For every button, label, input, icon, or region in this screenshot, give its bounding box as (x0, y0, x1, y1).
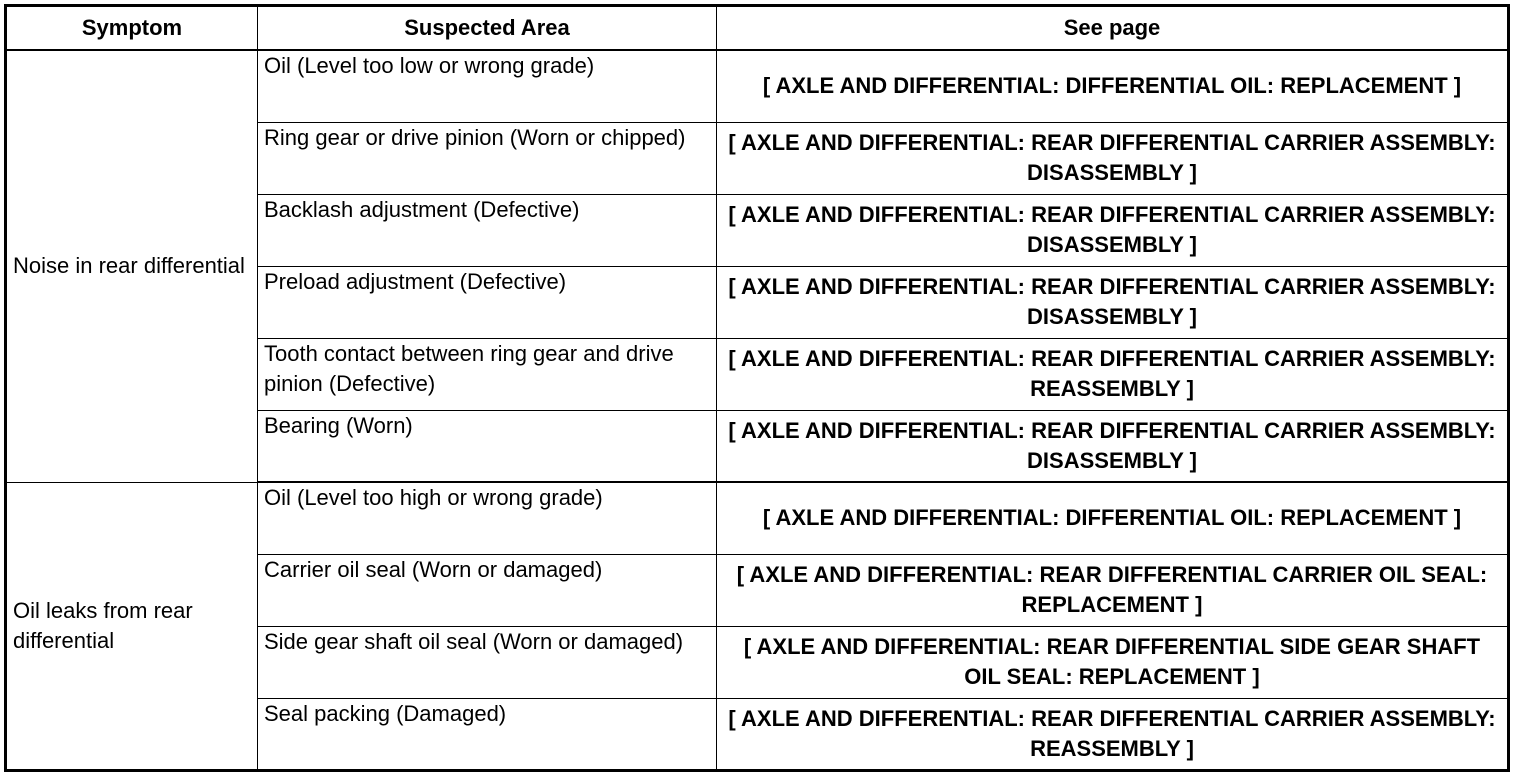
header-symptom: Symptom (6, 6, 258, 51)
header-see-page: See page (717, 6, 1509, 51)
suspected-area-cell: Ring gear or drive pinion (Worn or chipped) (258, 122, 717, 194)
suspected-area-cell: Backlash adjustment (Defective) (258, 194, 717, 266)
see-page-link[interactable]: [ AXLE AND DIFFERENTIAL: REAR DIFFERENTIAL CARRIER ASSEMBLY: DISASSEMBLY ] (717, 122, 1509, 194)
see-page-link[interactable]: [ AXLE AND DIFFERENTIAL: REAR DIFFERENTIAL CARRIER ASSEMBLY: DISASSEMBLY ] (717, 410, 1509, 482)
see-page-link[interactable]: [ AXLE AND DIFFERENTIAL: REAR DIFFERENTIAL CARRIER ASSEMBLY: DISASSEMBLY ] (717, 194, 1509, 266)
suspected-area-cell: Side gear shaft oil seal (Worn or damaged) (258, 626, 717, 698)
see-page-link[interactable]: [ AXLE AND DIFFERENTIAL: DIFFERENTIAL OIL: REPLACEMENT ] (717, 482, 1509, 554)
see-page-link[interactable]: [ AXLE AND DIFFERENTIAL: REAR DIFFERENTIAL CARRIER ASSEMBLY: REASSEMBLY ] (717, 698, 1509, 770)
header-row (6, 6, 1509, 51)
see-page-link[interactable]: [ AXLE AND DIFFERENTIAL: REAR DIFFERENTIAL CARRIER ASSEMBLY: DISASSEMBLY ] (717, 266, 1509, 338)
suspected-area-cell: Carrier oil seal (Worn or damaged) (258, 554, 717, 626)
suspected-area-cell: Seal packing (Damaged) (258, 698, 717, 770)
table-row (6, 50, 1509, 122)
see-page-link[interactable]: [ AXLE AND DIFFERENTIAL: REAR DIFFERENTIAL CARRIER OIL SEAL: REPLACEMENT ] (717, 554, 1509, 626)
suspected-area-cell: Bearing (Worn) (258, 410, 717, 482)
diagnosis-table (4, 4, 1510, 772)
suspected-area-cell: Tooth contact between ring gear and drive pinion (Defective) (258, 338, 717, 410)
see-page-link[interactable]: [ AXLE AND DIFFERENTIAL: REAR DIFFERENTIAL CARRIER ASSEMBLY: REASSEMBLY ] (717, 338, 1509, 410)
table-row (6, 482, 1509, 554)
suspected-area-cell: Oil (Level too low or wrong grade) (258, 50, 717, 122)
header-suspected-area: Suspected Area (258, 6, 717, 51)
see-page-link[interactable]: [ AXLE AND DIFFERENTIAL: DIFFERENTIAL OIL: REPLACEMENT ] (717, 50, 1509, 122)
see-page-link[interactable]: [ AXLE AND DIFFERENTIAL: REAR DIFFERENTIAL SIDE GEAR SHAFT OIL SEAL: REPLACEMENT ] (717, 626, 1509, 698)
symptom-cell: Oil leaks from rear differential (6, 482, 258, 770)
suspected-area-cell: Oil (Level too high or wrong grade) (258, 482, 717, 554)
suspected-area-cell: Preload adjustment (Defective) (258, 266, 717, 338)
symptom-cell: Noise in rear differential (6, 50, 258, 482)
